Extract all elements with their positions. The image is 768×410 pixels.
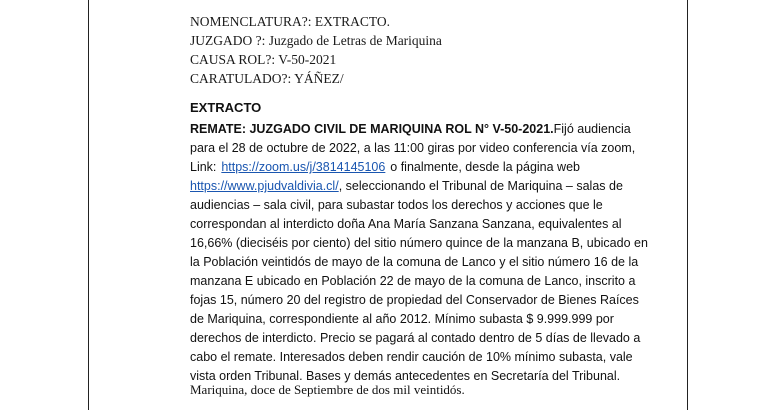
body-line [190,272,636,291]
body-text: derechos de interdicto. Precio se pagará al contado dentro de 5 días de llevado a [190,331,641,345]
body-text: manzana E ubicado en Población 22 de mayo de la comuna de Lanco, inscrito a [190,274,636,288]
pjud-link[interactable]: https://www.pjudvaldivia.cl/ [190,179,339,193]
body-line [190,253,639,272]
body-text: vista orden Tribunal. Bases y demás antecedentes en Secretaría del Tribunal. [190,369,621,383]
nomenclatura-line: NOMENCLATURA?: EXTRACTO. [190,14,390,29]
body-text: , seleccionando el Tribunal de Mariquina – salas de [338,179,623,193]
juzgado-line: JUZGADO ?: Juzgado de Letras de Mariquina [190,33,442,48]
body-text: para el 28 de octubre de 2022, a las 11:00 giras por video conferencia vía zoom, [190,141,636,155]
zoom-link[interactable]: https://zoom.us/j/3814145106 [221,160,386,174]
section-title: EXTRACTO [190,100,262,115]
body-text: o finalmente, desde la página web [390,160,580,174]
body-line [190,348,633,367]
body-text: de Mariquina, correspondiente al año 2012. Mínimo subasta $ 9.999.999 por [190,312,614,326]
body-line [190,158,580,177]
body-line [190,196,603,215]
body-line [190,329,641,348]
body-line [190,234,648,253]
body-text: audiencias – sala civil, para subastar todos los derechos y acciones que le [190,198,603,212]
body-text: 16,66% (dieciséis por ciento) del sitio número quince de la manzana B, ubicado en [190,236,648,250]
document-header [190,12,442,88]
body-line [190,120,631,139]
body-text: correspondan al interdicto doña Ana María Sanzana Sanzana, equivalentes al [190,217,622,231]
body-text: fojas 15, número 20 del registro de propiedad del Conservador de Bienes Raíces [190,293,639,307]
body-text: Link: [190,160,217,174]
body-line [190,215,622,234]
body-text: Fijó audiencia [553,122,631,136]
body-line [190,291,639,310]
body-line [190,177,623,196]
remate-heading: REMATE: JUZGADO CIVIL DE MARIQUINA ROL N° V-50-2021. [190,122,554,136]
body-line [190,310,614,329]
body-text: la Población veintidós de mayo de la comuna de Lanco y el sitio número 16 de la [190,255,639,269]
body-line [190,139,636,158]
signature-date: Mariquina, doce de Septiembre de dos mil veintidós. [190,382,465,397]
body-text: cabo el remate. Interesados deben rendir caución de 10% mínimo subasta, vale [190,350,633,364]
causa-rol-line: CAUSA ROL?: V-50-2021 [190,52,337,67]
caratulado-line: CARATULADO?: YÁÑEZ/ [190,71,344,86]
extract-body [190,120,648,386]
